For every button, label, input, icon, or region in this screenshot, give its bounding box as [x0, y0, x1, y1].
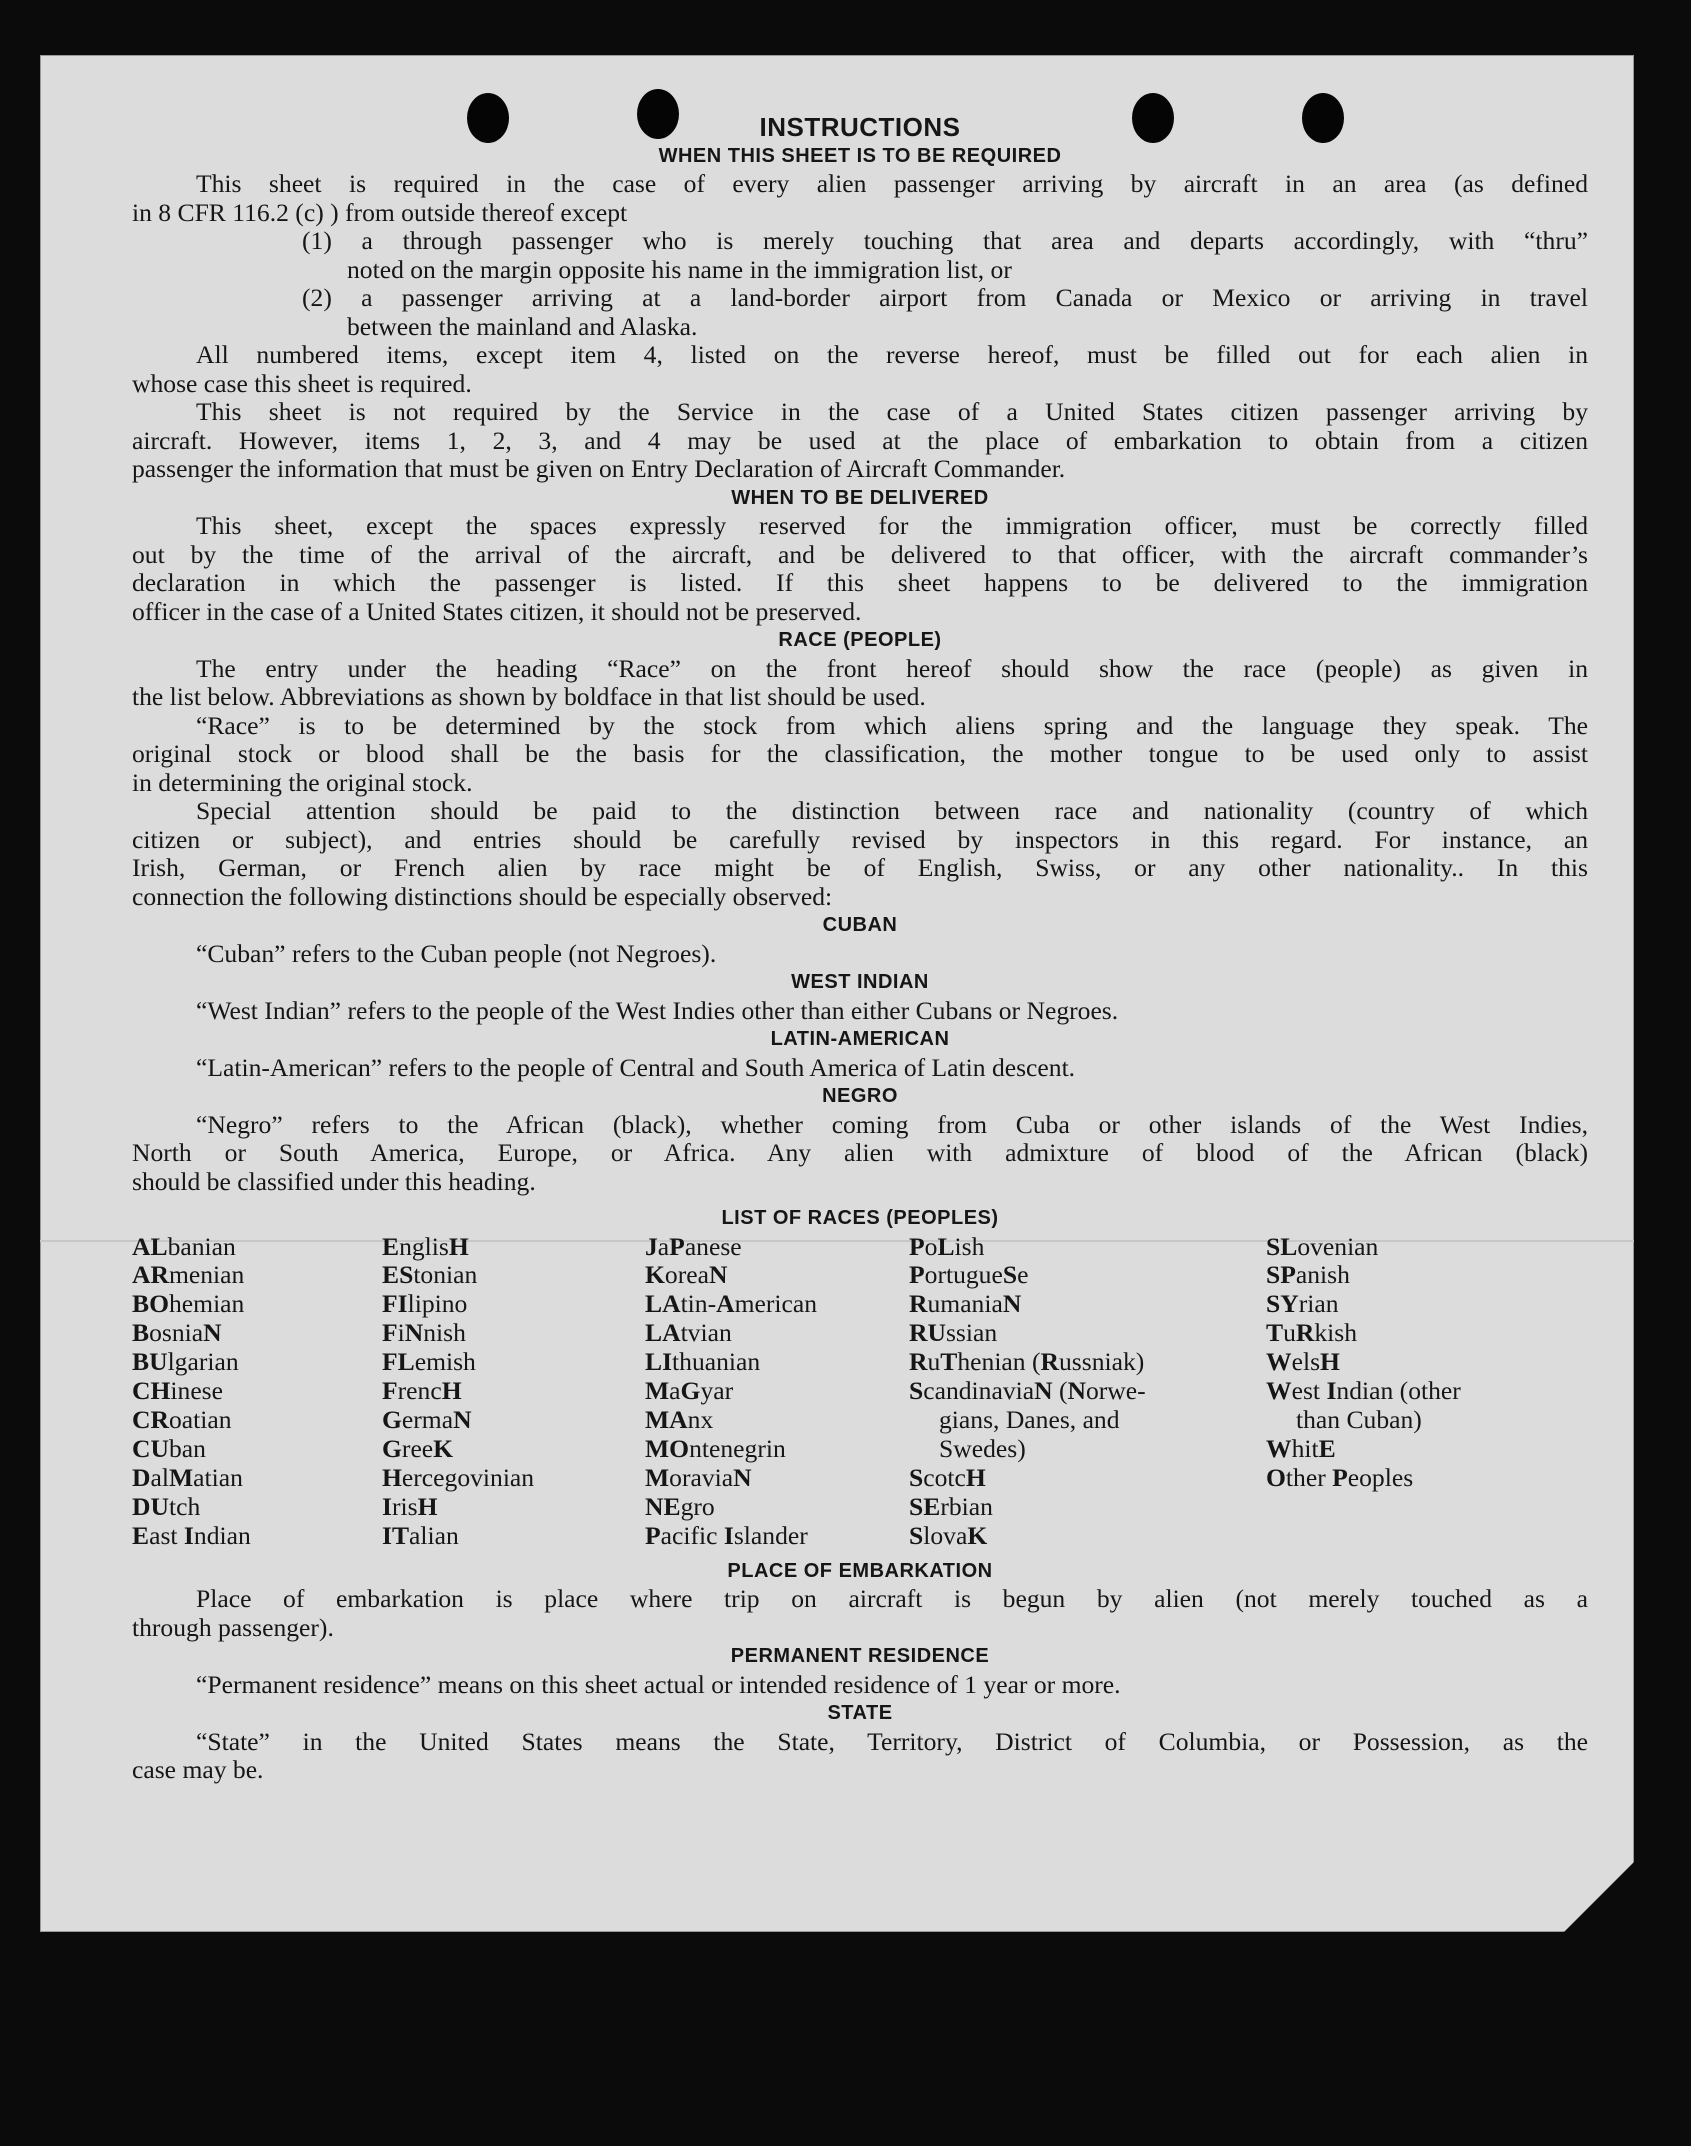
text-line: case may be.	[132, 1755, 264, 1784]
text-line: in 8 CFR 116.2 (c) ) from outside thereof except	[132, 197, 628, 227]
instructions-body	[132, 113, 1588, 1785]
race-item: WhitE	[1266, 1433, 1336, 1463]
race-item: SErbian	[909, 1491, 993, 1521]
text-line: The entry under the heading “Race” on the front hereof should show the race (people) as given in	[196, 653, 1588, 683]
text-line: officer in the case of a United States citizen, it should not be preserved.	[132, 596, 862, 626]
race-item: East Indian	[132, 1520, 251, 1550]
race-item: FrencH	[382, 1376, 462, 1406]
text-line: North or South America, Europe, or Africa. Any alien with admixture of blood of the African (black)	[132, 1138, 1588, 1167]
text-line: “State” in the United States means the State, Territory, District of Columbia, or Possession, as the	[196, 1726, 1588, 1756]
text-line: out by the time of the arrival of the aircraft, and be delivered to that officer, with the aircraft commander’s	[132, 539, 1588, 569]
race-item: TuRkish	[1266, 1318, 1358, 1348]
text-line: the list below. Abbreviations as shown by boldface in that list should be used.	[132, 682, 926, 711]
text-line: (1) a through passenger who is merely touching that area and departs accordingly, with “thru”	[302, 226, 1588, 255]
race-item: RuThenian (Russniak)	[909, 1347, 1145, 1377]
text-line: Special attention should be paid to the distinction between race and nationality (country of which	[196, 796, 1588, 825]
race-item: RumaniaN	[909, 1289, 1022, 1319]
text-line: passenger the information that must be given on Entry Declaration of Aircraft Commander.	[132, 454, 1066, 483]
text-line: (2) a passenger arriving at a land-border airport from Canada or Mexico or arriving in travel	[302, 283, 1588, 312]
text-line: “West Indian” refers to the people of the West Indies other than either Cubans or Negroes.	[196, 995, 1119, 1025]
race-item: JaPanese	[645, 1231, 742, 1261]
race-item: EnglisH	[382, 1231, 469, 1261]
race-item: EStonian	[382, 1260, 478, 1290]
race-list	[132, 1233, 1588, 1557]
text-line: “Cuban” refers to the Cuban people (not Negroes).	[196, 938, 717, 968]
race-item: GreeK	[382, 1433, 454, 1463]
text-line: declaration in which the passenger is listed. If this sheet happens to be delivered to the immigration	[132, 568, 1588, 597]
text-line: through passenger).	[132, 1612, 334, 1642]
heading-list-of-races: LIST OF RACES (PEOPLES)	[721, 1207, 999, 1229]
race-item: PortugueSe	[909, 1260, 1029, 1290]
race-item: SPanish	[1266, 1260, 1350, 1290]
document-sheet	[40, 55, 1634, 1932]
race-item: IrisH	[382, 1491, 438, 1521]
race-item: SYrian	[1266, 1289, 1339, 1319]
race-item: BUlgarian	[132, 1347, 239, 1377]
text-line: connection the following distinctions should be especially observed:	[132, 881, 833, 911]
text-line: “Latin-American” refers to the people of Central and South America of Latin descent.	[196, 1052, 1076, 1082]
text-line: “Race” is to be determined by the stock from which aliens spring and the language they speak. The	[196, 710, 1588, 740]
race-item: than Cuban)	[1296, 1404, 1422, 1434]
race-item: Pacific Islander	[645, 1520, 808, 1550]
race-item: West Indian (other	[1266, 1376, 1461, 1406]
race-column	[132, 1233, 251, 1551]
race-item: ScotcH	[909, 1462, 986, 1492]
race-item: BosniaN	[132, 1318, 222, 1348]
text-line: citizen or subject), and entries should be carefully revised by inspectors in this regard. For instance, an	[132, 824, 1588, 854]
race-item: LAtin-American	[645, 1289, 818, 1319]
race-column	[1266, 1233, 1461, 1493]
race-item: MaGyar	[645, 1376, 734, 1406]
text-line: “Negro” refers to the African (black), whether coming from Cuba or other islands of the West Indies,	[196, 1109, 1588, 1139]
race-column	[645, 1233, 817, 1551]
heading-embarkation: PLACE OF EMBARKATION	[727, 1559, 993, 1582]
race-item: KoreaN	[645, 1260, 728, 1290]
race-item: MAnx	[645, 1404, 714, 1434]
text-line: This sheet is not required by the Service in the case of a United States citizen passenger arriving by	[196, 397, 1588, 426]
race-item: CRoatian	[132, 1404, 232, 1434]
race-item: WelsH	[1266, 1347, 1340, 1377]
text-line: This sheet, except the spaces expressly reserved for the immigration officer, must be correctly filled	[196, 511, 1588, 540]
text-line: noted on the margin opposite his name in the immigration list, or	[347, 254, 1012, 284]
race-item: Other Peoples	[1266, 1462, 1414, 1492]
race-item: ALbanian	[132, 1231, 236, 1261]
race-item: DUtch	[132, 1491, 201, 1521]
race-item: Hercegovinian	[382, 1462, 535, 1492]
race-item: DalMatian	[132, 1462, 243, 1492]
race-item: SLovenian	[1266, 1231, 1379, 1261]
race-item: Swedes)	[939, 1433, 1026, 1463]
text-line: between the mainland and Alaska.	[347, 311, 698, 341]
heading-cuban: CUBAN	[822, 914, 898, 936]
text-line: Irish, German, or French alien by race might be of English, Swiss, or any other nationality.. In this	[132, 853, 1588, 882]
race-item: MoraviaN	[645, 1462, 752, 1492]
text-line: aircraft. However, items 1, 2, 3, and 4 may be used at the place of embarkation to obtain from a citizen	[132, 425, 1588, 455]
race-item: CHinese	[132, 1376, 223, 1406]
heading-when-delivered: WHEN TO BE DELIVERED	[731, 486, 989, 509]
race-item: CUban	[132, 1433, 206, 1463]
race-column	[909, 1233, 1146, 1551]
race-item: FLemish	[382, 1347, 476, 1377]
race-item: SlovaK	[909, 1520, 988, 1550]
race-item: RUssian	[909, 1318, 998, 1348]
text-line: All numbered items, except item 4, listed on the reverse hereof, must be filled out for each alien in	[196, 340, 1588, 369]
heading-when-required: WHEN THIS SHEET IS TO BE REQUIRED	[658, 144, 1062, 167]
race-item: PoLish	[909, 1231, 985, 1261]
race-item: MOntenegrin	[645, 1433, 786, 1463]
race-item: ARmenian	[132, 1260, 245, 1290]
torn-corner	[1564, 1862, 1634, 1932]
text-line: This sheet is required in the case of every alien passenger arriving by aircraft in an area (as defined	[196, 169, 1588, 198]
race-item: LAtvian	[645, 1318, 732, 1348]
heading-state: STATE	[827, 1702, 893, 1724]
text-line: should be classified under this heading.	[132, 1166, 536, 1196]
race-item: GermaN	[382, 1404, 472, 1434]
heading-negro: NEGRO	[822, 1085, 898, 1107]
heading-west-indian: WEST INDIAN	[791, 971, 929, 993]
heading-residence: PERMANENT RESIDENCE	[730, 1645, 990, 1667]
text-line: original stock or blood shall be the basis for the classification, the mother tongue to be used only to assist	[132, 739, 1588, 768]
page-title: INSTRUCTIONS	[759, 112, 961, 142]
heading-latin-american: LATIN-AMERICAN	[770, 1028, 950, 1050]
race-item: ITalian	[382, 1520, 459, 1550]
race-item: FIlipino	[382, 1289, 468, 1319]
text-line: in determining the original stock.	[132, 767, 473, 797]
race-item: NEgro	[645, 1491, 715, 1521]
heading-race: RACE (PEOPLE)	[778, 629, 942, 651]
race-item: FiNnish	[382, 1318, 466, 1348]
text-line: Place of embarkation is place where trip on aircraft is begun by alien (not merely touched as a	[196, 1584, 1588, 1613]
race-item: ScandinaviaN (Norwe-	[909, 1376, 1146, 1406]
text-line: whose case this sheet is required.	[132, 368, 472, 398]
race-item: BOhemian	[132, 1289, 245, 1319]
race-item: LIthuanian	[645, 1347, 761, 1377]
race-item: gians, Danes, and	[939, 1404, 1120, 1434]
text-line: “Permanent residence” means on this sheet actual or intended residence of 1 year or more.	[196, 1669, 1121, 1699]
race-column	[382, 1233, 534, 1551]
